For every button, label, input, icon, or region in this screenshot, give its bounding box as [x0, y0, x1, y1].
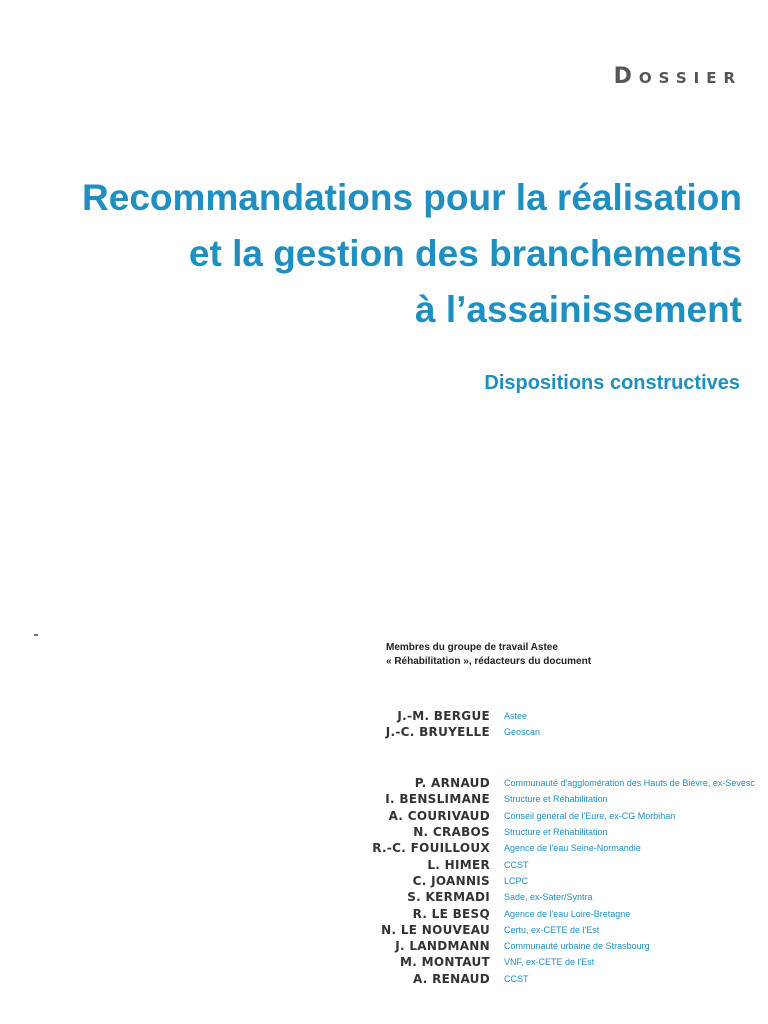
member-row — [300, 889, 760, 905]
member-name: J.-M. BERGUE — [397, 709, 490, 724]
stray-mark — [34, 634, 38, 636]
member-row — [300, 905, 760, 921]
member-name: J.-C. BRUYELLE — [385, 725, 490, 740]
member-name: R. LE BESQ — [412, 906, 490, 921]
member-org: Communauté urbaine de Strasbourg — [504, 941, 650, 952]
member-row — [300, 724, 760, 740]
member-name: S. KERMADI — [407, 890, 490, 905]
member-org: CCST — [504, 973, 529, 984]
member-org: Agence de l'eau Seine-Normandie — [504, 843, 641, 854]
member-row — [300, 808, 760, 824]
member-name: N. LE NOUVEAU — [381, 922, 490, 937]
document-subtitle: Dispositions constructives — [484, 372, 740, 394]
member-org: CCST — [504, 859, 529, 870]
member-row — [300, 791, 760, 807]
member-row — [300, 922, 760, 938]
member-name: I. BENSLIMANE — [385, 792, 490, 807]
members-secondary-list — [300, 775, 760, 987]
member-org: Astee — [504, 711, 528, 722]
member-row — [300, 840, 760, 856]
title-line-2: et la gestion des branchements — [188, 233, 742, 274]
group-heading-line-2: « Réhabilitation », rédacteurs du document — [386, 656, 592, 667]
member-name: M. MONTAUT — [400, 955, 490, 970]
member-org: Structure et Réhabilitation — [504, 794, 608, 805]
member-org: Agence de l'eau Loire-Bretagne — [504, 908, 631, 919]
title-line-3: à l’assainissement — [414, 289, 742, 330]
member-org: VNF, ex-CETE de l'Est — [504, 957, 595, 968]
working-group-heading — [386, 641, 746, 669]
member-org: Sade, ex-Sater/Syntra — [504, 892, 593, 903]
member-row — [300, 971, 760, 987]
members-primary-list — [300, 708, 760, 741]
member-row — [300, 775, 760, 791]
member-org: Structure et Réhabilitation — [504, 827, 608, 838]
member-org: LCPC — [504, 875, 529, 886]
member-name: A. COURIVAUD — [388, 808, 490, 823]
member-name: C. JOANNIS — [412, 873, 490, 888]
member-name: A. RENAUD — [412, 971, 490, 986]
member-row — [300, 856, 760, 872]
title-line-1: Recommandations pour la réalisation — [82, 177, 742, 218]
member-name: L. HIMER — [427, 857, 490, 872]
member-name: N. CRABOS — [413, 825, 490, 840]
member-name: P. ARNAUD — [414, 776, 490, 791]
group-heading-line-1: Membres du groupe de travail Astee — [386, 642, 558, 653]
member-row — [300, 708, 760, 724]
member-row — [300, 954, 760, 970]
member-name: J. LANDMANN — [395, 939, 490, 954]
member-name: R.-C. FOUILLOUX — [372, 841, 490, 856]
member-org: Communauté d'agglomération des Hauts de Bièvre, ex-Sevesc — [504, 778, 755, 789]
section-kicker: Dossier — [613, 64, 742, 89]
member-org: Geoscan — [504, 727, 541, 738]
member-org: Certu, ex-CETE de l'Est — [504, 924, 600, 935]
document-title — [42, 170, 742, 338]
member-row — [300, 938, 760, 954]
member-org: Conseil général de l'Eure, ex-CG Morbihan — [504, 810, 676, 821]
member-row — [300, 824, 760, 840]
member-row — [300, 873, 760, 889]
